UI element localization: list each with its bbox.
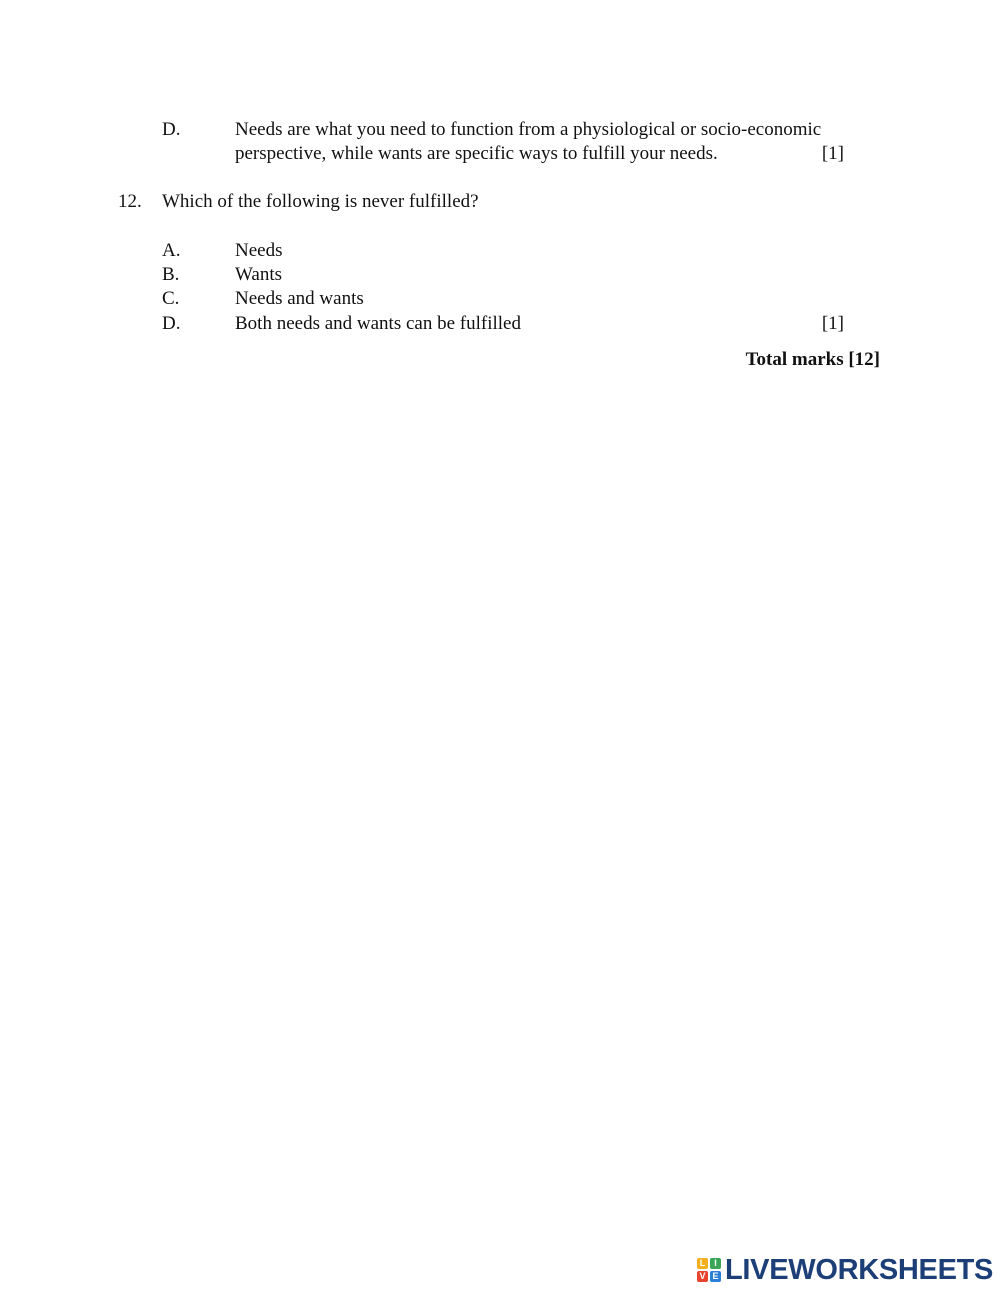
q12-marks: [1] — [821, 313, 844, 334]
logo-cell-l: L — [697, 1258, 708, 1269]
logo-text: LIVEWORKSHEETS — [725, 1254, 994, 1286]
q12-question-text: Which of the following is never fulfilled? — [162, 191, 479, 212]
q12-option-c-letter: C. — [162, 288, 180, 309]
logo-cell-i: I — [710, 1258, 721, 1269]
q12-number: 12. — [118, 191, 142, 212]
q12-option-b-letter: B. — [162, 264, 180, 285]
q12-option-a-letter: A. — [162, 240, 181, 261]
q12-option-a-text: Needs — [235, 240, 283, 261]
logo-cell-v: V — [697, 1271, 708, 1282]
q12-option-d-text: Both needs and wants can be fulfilled — [235, 313, 521, 334]
q11-option-d-text-line2: perspective, while wants are specific ways to fulfill your needs. — [235, 143, 718, 164]
logo-grid-icon — [697, 1258, 721, 1282]
q12-option-b-text: Wants — [235, 264, 283, 285]
q12-option-c-text: Needs and wants — [235, 288, 364, 309]
total-marks: Total marks [12] — [745, 349, 880, 370]
logo-cell-e: E — [710, 1271, 721, 1282]
q11-option-d-letter: D. — [162, 119, 181, 140]
q11-option-d-text-line1: Needs are what you need to function from a physiological or socio-economic — [235, 119, 822, 140]
q12-option-d-letter: D. — [162, 313, 181, 334]
q11-marks: [1] — [821, 143, 844, 164]
liveworksheets-logo — [697, 1256, 993, 1284]
